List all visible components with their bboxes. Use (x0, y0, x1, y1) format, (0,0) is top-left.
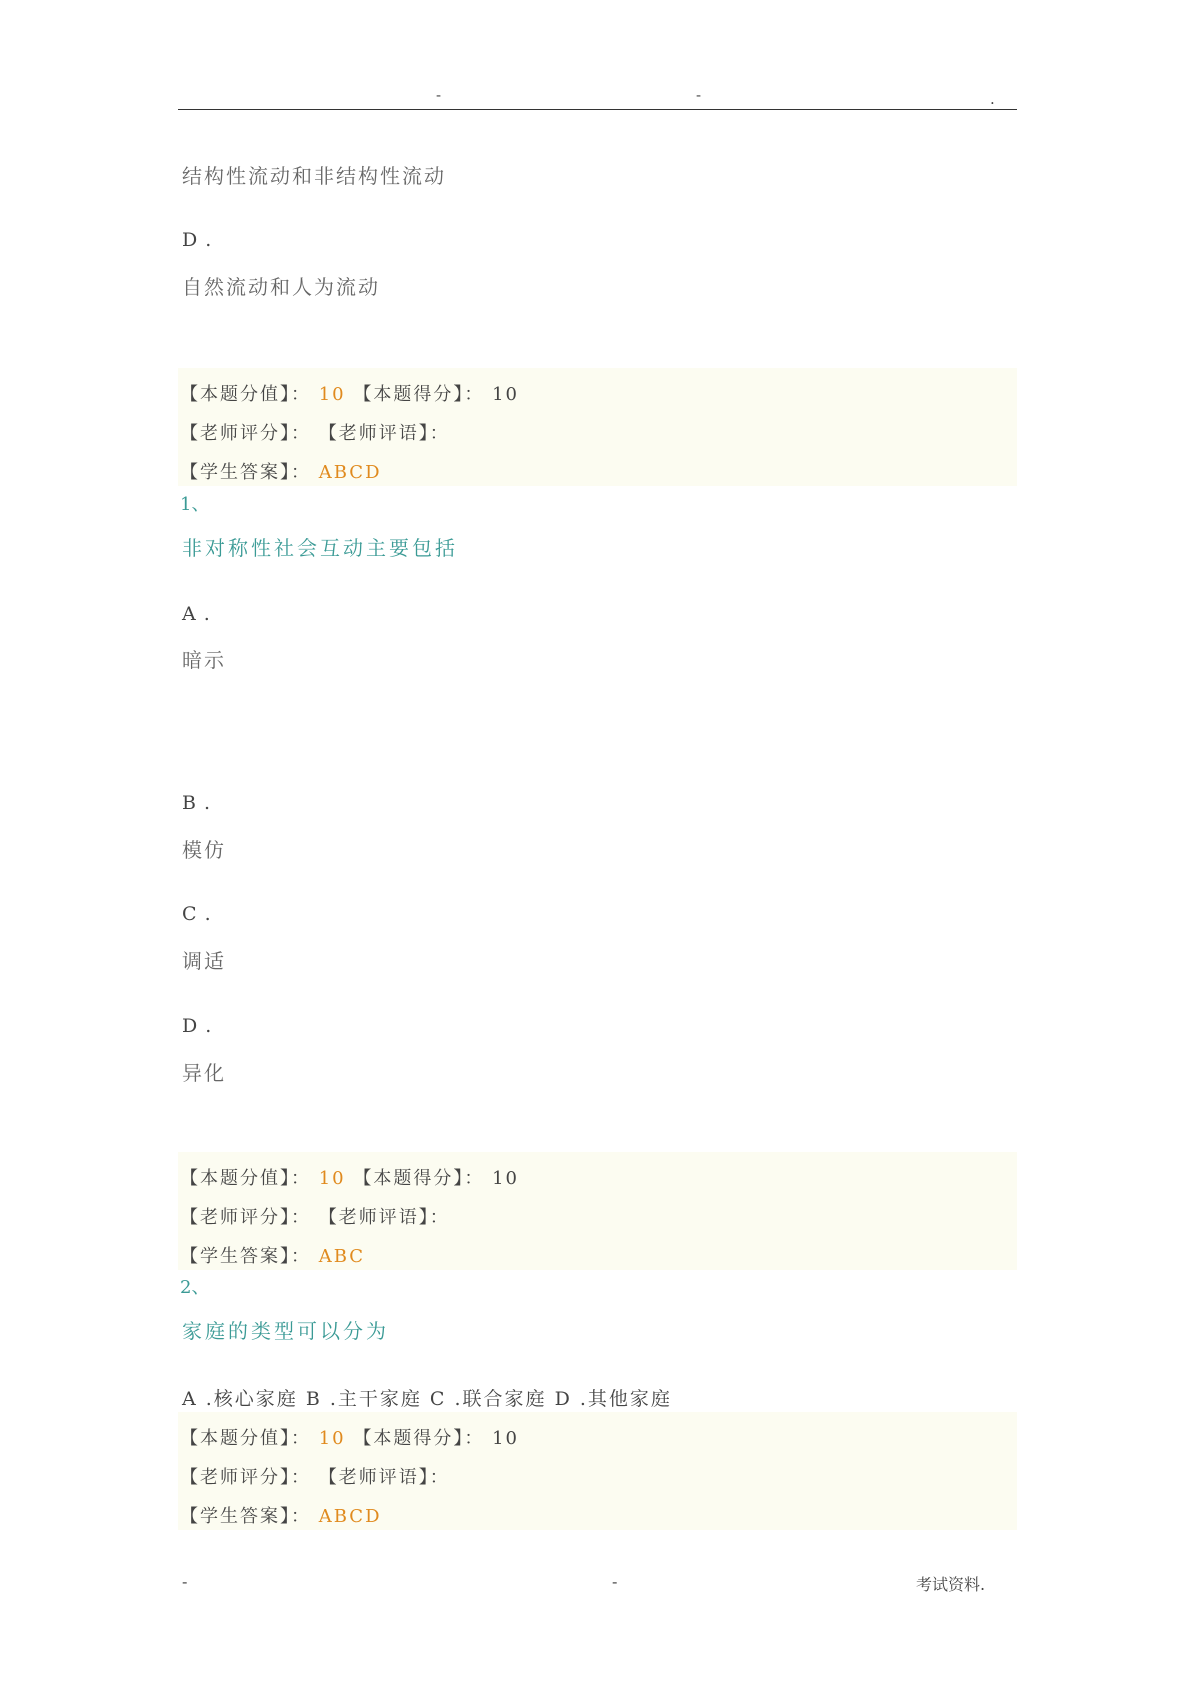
score-value-label: 【本题分值】： (180, 384, 311, 405)
q1-option-d-text: 异化 (182, 1061, 226, 1085)
header-mark-2: - (696, 86, 702, 104)
score-value: 10 (318, 384, 346, 405)
q1-option-a-text: 暗示 (182, 648, 226, 672)
teacher-score-label: 【老师评分】： (180, 423, 311, 444)
prev-option-d-text: 自然流动和人为流动 (182, 275, 380, 299)
student-answer: ABCD (318, 1506, 382, 1527)
student-answer: ABC (318, 1246, 366, 1267)
score-got: 10 (492, 1428, 520, 1449)
score-block-1 (178, 368, 1017, 486)
question-text-1: 非对称性社会互动主要包括 (182, 536, 458, 560)
teacher-comment-label: 【老师评语】： (318, 1467, 450, 1488)
score-got-label: 【本题得分】： (353, 1168, 485, 1189)
q1-option-b-label: B . (182, 792, 212, 814)
student-answer: ABCD (318, 462, 382, 483)
q1-option-c-text: 调适 (182, 949, 226, 973)
score-got: 10 (492, 384, 520, 405)
prev-option-c-text: 结构性流动和非结构性流动 (182, 164, 446, 188)
footer-label: 考试资料. (916, 1575, 986, 1594)
score-got-label: 【本题得分】： (353, 384, 485, 405)
score-value: 10 (318, 1428, 346, 1449)
prev-option-d-label: D . (182, 229, 213, 251)
teacher-comment-label: 【老师评语】： (318, 1207, 450, 1228)
teacher-score-label: 【老师评分】： (180, 1207, 311, 1228)
question-text-2: 家庭的类型可以分为 (182, 1319, 389, 1343)
teacher-comment-label: 【老师评语】： (318, 423, 450, 444)
q1-option-c-label: C . (182, 903, 212, 925)
student-answer-label: 【学生答案】： (180, 1246, 311, 1267)
q1-option-a-label: A . (182, 603, 211, 625)
student-answer-label: 【学生答案】： (180, 1506, 311, 1527)
footer-mark-1: - (182, 1572, 188, 1591)
score-value-label: 【本题分值】： (180, 1428, 311, 1449)
header-mark-1: - (436, 86, 442, 104)
student-answer-label: 【学生答案】： (180, 462, 311, 483)
score-value-label: 【本题分值】： (180, 1168, 311, 1189)
header-mark-3: . (990, 90, 995, 108)
score-block-2 (178, 1152, 1017, 1270)
score-value: 10 (318, 1168, 346, 1189)
score-got: 10 (492, 1168, 520, 1189)
question-number-1: 1、 (180, 494, 210, 515)
q2-options-inline: A .核心家庭 B .主干家庭 C .联合家庭 D .其他家庭 (182, 1388, 672, 1410)
q1-option-d-label: D . (182, 1015, 213, 1037)
score-got-label: 【本题得分】： (353, 1428, 485, 1449)
q1-option-b-text: 模仿 (182, 838, 226, 862)
teacher-score-label: 【老师评分】： (180, 1467, 311, 1488)
score-block-3 (178, 1412, 1017, 1530)
question-number-2: 2、 (180, 1277, 210, 1298)
header-rule (178, 109, 1017, 110)
footer-mark-2: - (612, 1572, 618, 1591)
